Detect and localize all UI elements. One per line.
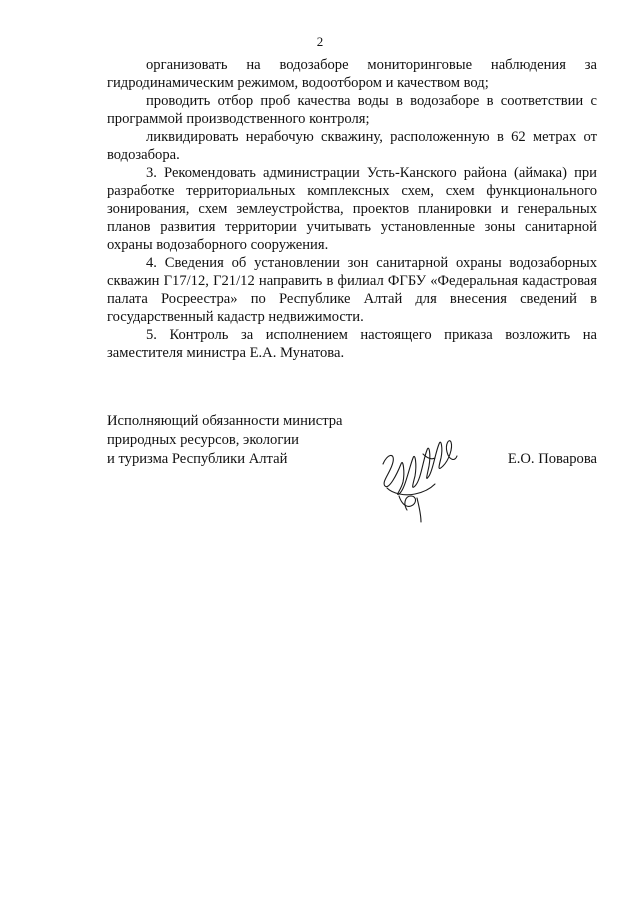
signatory-title-line-3: и туризма Республики Алтай	[107, 451, 288, 467]
paragraph-monitoring: организовать на водозаборе мониторинговые наблюдения за гидродинамическим режимом, водоотбором и качеством вод;	[107, 57, 597, 91]
signatory-name: Е.О. Поварова	[507, 451, 597, 467]
paragraph-item-4: 4. Сведения об установлении зон санитарной охраны водозаборных скважин Г17/12, Г21/12 направить в филиал ФГБУ «Федеральная кадастровая палата Росреестра» по Республике Алтай для внесения сведений в государственный кадастр недвижимости.	[107, 255, 597, 325]
signatory-title-line-2: природных ресурсов, экологии	[107, 432, 299, 448]
page-number: 2	[316, 34, 324, 49]
paragraph-water-sampling: проводить отбор проб качества воды в водозаборе в соответствии с программой производственного контроля;	[107, 93, 597, 127]
signatory-title-line-1: Исполняющий обязанности министра	[107, 413, 343, 429]
signature-block	[107, 412, 597, 522]
paragraph-item-5: 5. Контроль за исполнением настоящего приказа возложить на заместителя министра Е.А. Мунатова.	[107, 327, 597, 361]
paragraph-item-3: 3. Рекомендовать администрации Усть-Канского района (аймака) при разработке территориальных комплексных схем, схем функционального зонирования, схем землеустройства, проектов планировки и генеральных планов развития территории учитывать установленные зоны санитарной охраны водозаборного сооружения.	[107, 165, 597, 253]
handwritten-signature	[365, 424, 475, 524]
signatory-title	[107, 412, 343, 469]
paragraph-well-liquidation: ликвидировать нерабочую скважину, расположенную в 62 метрах от водозабора.	[107, 129, 597, 163]
document-body	[107, 56, 597, 362]
